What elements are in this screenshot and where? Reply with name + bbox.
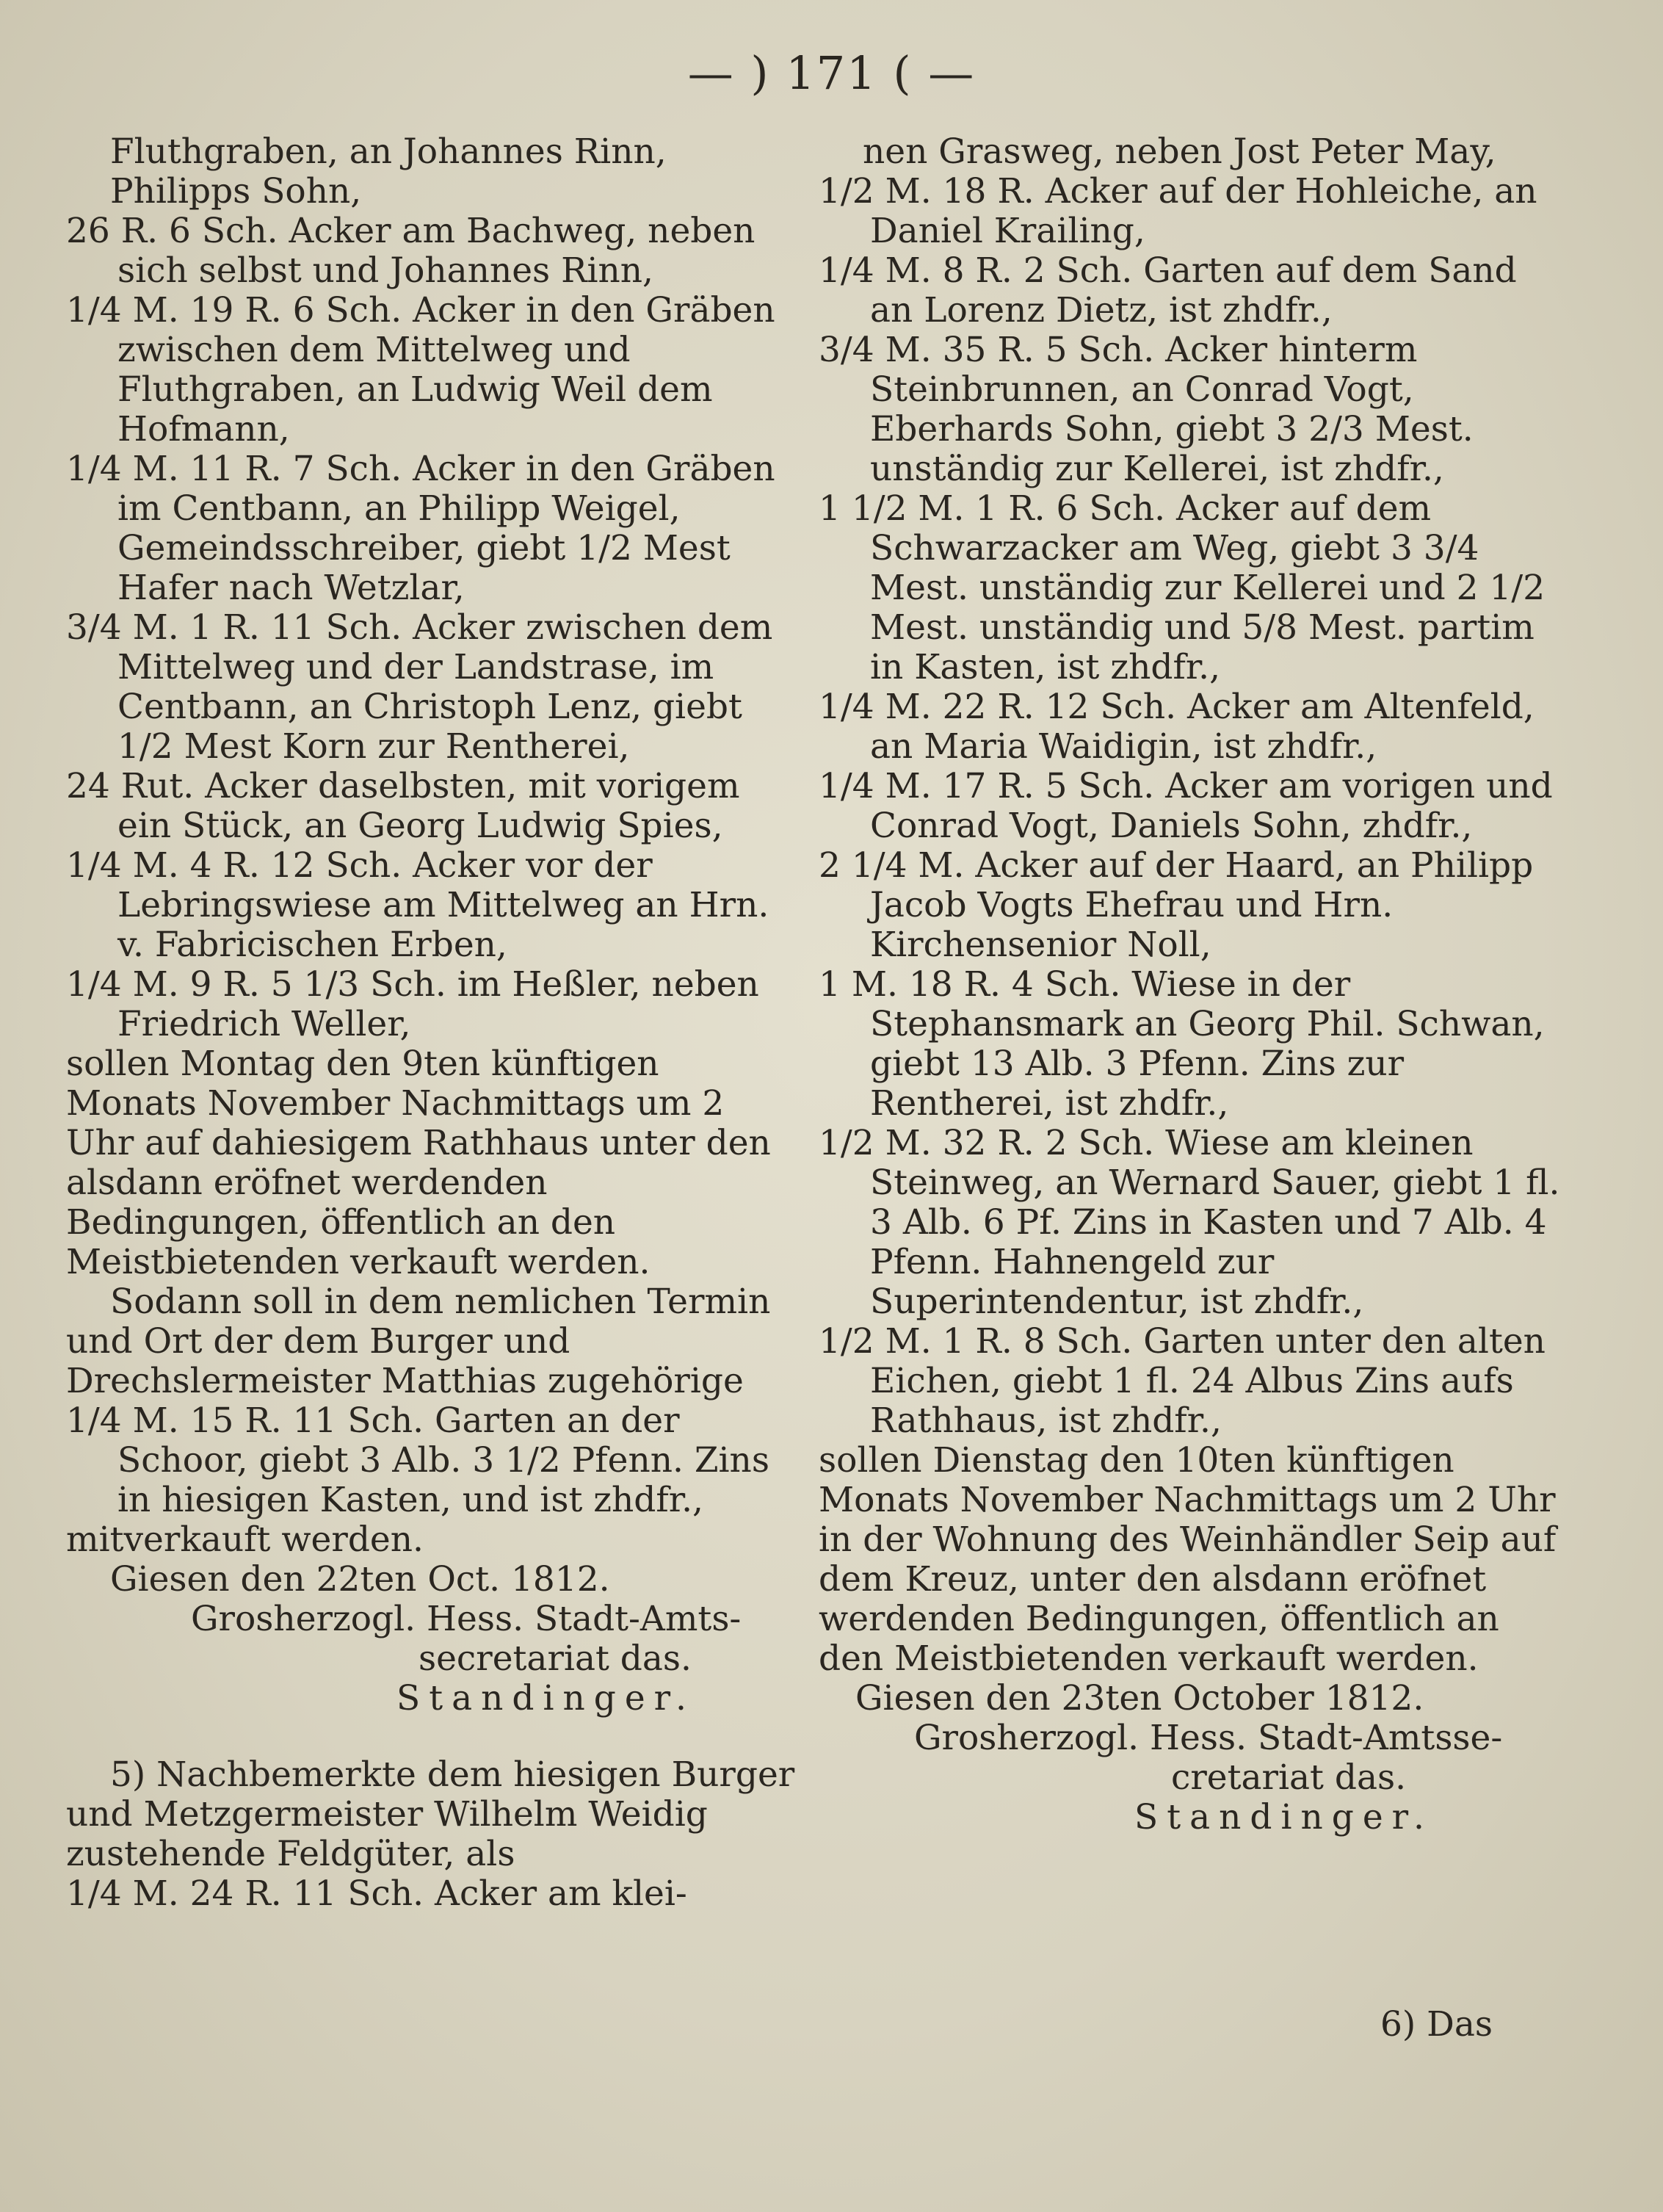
list-item: 1 M. 18 R. 4 Sch. Wiese in der Stephansmark an Georg Phil. Schwan, giebt 13 Alb. 3 Pfenn. Zins zur Rentherei, ist zhdfr., bbox=[819, 964, 1545, 1124]
list-item: 26 R. 6 Sch. Acker am Bachweg, neben sich selbst und Johannes Rinn, bbox=[66, 211, 756, 291]
list-item: 1/4 M. 19 R. 6 Sch. Acker in den Gräben zwischen dem Mittelweg und Fluthgraben, an Ludwig Weil dem Hofmann, bbox=[66, 290, 775, 449]
list-item: 1/4 M. 9 R. 5 1/3 Sch. im Heßler, neben Friedrich Weller, bbox=[66, 964, 759, 1044]
sale-clause: sollen Montag den 9ten künftigen Monats November Nachmittags um 2 Uhr auf dahiesigem Rathhaus unter den alsdann eröfnet werdenden Bedingungen, öffentlich an den Meistbietenden verkauft werden. bbox=[66, 1044, 771, 1282]
list-item: 1/4 M. 17 R. 5 Sch. Acker am vorigen und Conrad Vogt, Daniels Sohn, zhdfr., bbox=[819, 766, 1553, 846]
signature-office-cont: cretariat das. bbox=[1171, 1757, 1407, 1798]
list-item: 24 Rut. Acker daselbsten, mit vorigem ein Stück, an Georg Ludwig Spies, bbox=[66, 766, 740, 846]
continued-entry: nen Grasweg, neben Jost Peter May, bbox=[863, 131, 1496, 172]
list-item: 2 1/4 M. Acker auf der Haard, an Philipp Jacob Vogts Ehefrau und Hrn. Kirchensenior Noll, bbox=[819, 845, 1534, 965]
intro-paragraph: Sodann soll in dem nemlichen Termin und Ort der dem Burger und Drechslermeister Matthias zugehörige bbox=[66, 1282, 771, 1401]
signature-name: Standinger. bbox=[396, 1678, 695, 1718]
list-item: 1/4 M. 22 R. 12 Sch. Acker am Altenfeld, an Maria Waidigin, ist zhdfr., bbox=[819, 687, 1535, 767]
date-line: Giesen den 22ten Oct. 1812. bbox=[110, 1559, 610, 1600]
list-item: 1/4 M. 24 R. 11 Sch. Acker am klei- bbox=[66, 1873, 687, 1914]
left-column bbox=[66, 132, 800, 1914]
signature-name: Standinger. bbox=[1134, 1797, 1433, 1837]
catchword: 6) Das bbox=[1380, 2004, 1493, 2045]
list-item: 3/4 M. 1 R. 11 Sch. Acker zwischen dem Mittelweg und der Landstrase, im Centbann, an Christoph Lenz, giebt 1/2 Mest Korn zur Rentherei, bbox=[66, 607, 773, 767]
signature-office: Grosherzogl. Hess. Stadt-Amts- bbox=[191, 1599, 742, 1639]
list-item: 1/4 M. 8 R. 2 Sch. Garten auf dem Sand an Lorenz Dietz, ist zhdfr., bbox=[819, 250, 1517, 330]
list-item: 1/4 M. 15 R. 11 Sch. Garten an der Schoor, giebt 3 Alb. 3 1/2 Pfenn. Zins in hiesigen Kasten, und ist zhdfr., bbox=[66, 1400, 769, 1520]
date-line: Giesen den 23ten October 1812. bbox=[855, 1678, 1424, 1718]
list-item: 1/4 M. 4 R. 12 Sch. Acker vor der Lebringswiese am Mittelweg an Hrn. v. Fabricischen Erben, bbox=[66, 845, 769, 965]
list-item: 1/2 M. 32 R. 2 Sch. Wiese am kleinen Steinweg, an Wernard Sauer, giebt 1 fl. 3 Alb. 6 Pf. Zins in Kasten und 7 Alb. 4 Pfenn. Hahnengeld zur Superintendentur, ist zhdfr., bbox=[819, 1123, 1560, 1322]
page-number: — ) 171 ( — bbox=[687, 46, 976, 100]
mitverkauft-line: mitverkauft werden. bbox=[66, 1519, 424, 1560]
signature-office-cont: secretariat das. bbox=[419, 1638, 692, 1679]
sale-clause: sollen Dienstag den 10ten künftigen Monats November Nachmittags um 2 Uhr in der Wohnung des Weinhändler Seip auf dem Kreuz, unter den alsdann eröfnet werdenden Bedingungen, öffentlich an den Meistbietenden verkauft werden. bbox=[819, 1440, 1557, 1679]
list-item: 3/4 M. 35 R. 5 Sch. Acker hinterm Steinbrunnen, an Conrad Vogt, Eberhards Sohn, giebt 3 2/3 Mest. unständig zur Kellerei, ist zhdfr., bbox=[819, 330, 1474, 489]
list-item: 1 1/2 M. 1 R. 6 Sch. Acker auf dem Schwarzacker am Weg, giebt 3 3/4 Mest. unständig zur Kellerei und 2 1/2 Mest. unständig und 5/8 Mest. partim in Kasten, ist zhdfr., bbox=[819, 488, 1546, 687]
list-item: 1/4 M. 11 R. 7 Sch. Acker in den Gräben im Centbann, an Philipp Weigel, Gemeindsschreiber, giebt 1/2 Mest Hafer nach Wetzlar, bbox=[66, 449, 775, 608]
list-item: 1/2 M. 18 R. Acker auf der Hohleiche, an Daniel Krailing, bbox=[819, 171, 1537, 251]
list-item: 1/2 M. 1 R. 8 Sch. Garten unter den alten Eichen, giebt 1 fl. 24 Albus Zins aufs Rathhaus, ist zhdfr., bbox=[819, 1321, 1546, 1441]
right-column bbox=[819, 132, 1560, 1837]
signature-office: Grosherzogl. Hess. Stadt-Amtsse- bbox=[914, 1718, 1503, 1758]
item-5-heading: 5) Nachbemerkte dem hiesigen Burger und Metzgermeister Wilhelm Weidig zustehende Feldgüter, als bbox=[66, 1754, 795, 1874]
list-item: Fluthgraben, an Johannes Rinn, Philipps Sohn, bbox=[110, 131, 667, 212]
